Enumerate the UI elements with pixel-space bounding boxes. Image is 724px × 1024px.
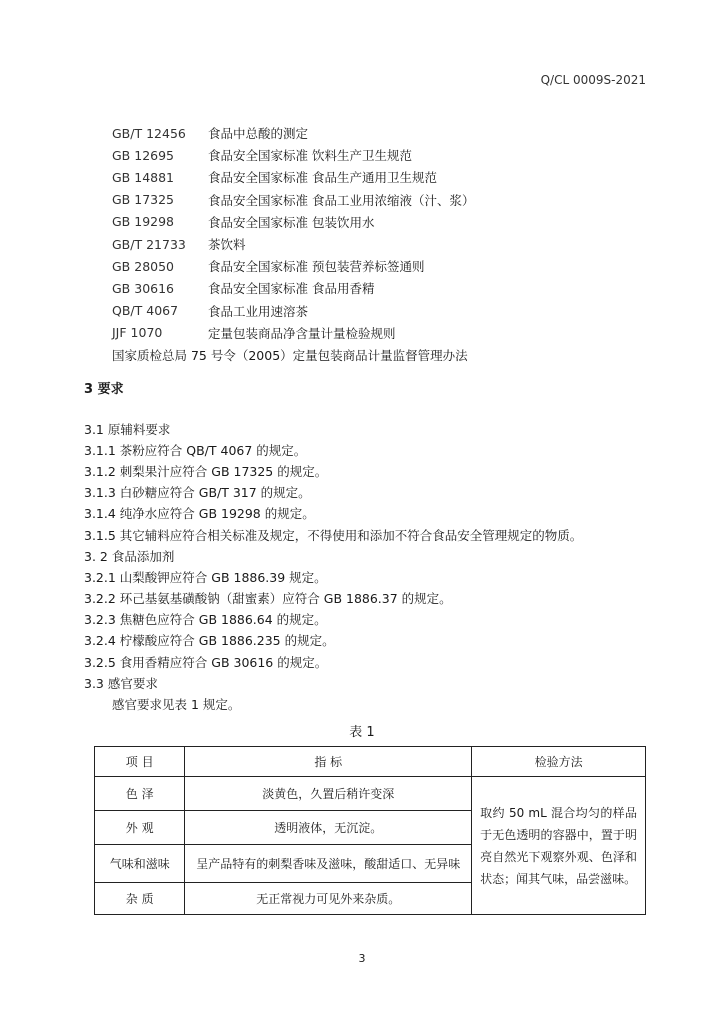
reference-list [112, 122, 474, 366]
requirement-line: 3.3 感官要求 [84, 675, 158, 691]
reference-title: 食品工业用速溶茶 [208, 303, 309, 319]
requirements-list [84, 418, 582, 715]
table-row [95, 777, 646, 811]
table-caption: 表 1 [349, 725, 375, 740]
reference-title: 食品中总酸的测定 [208, 126, 309, 142]
row-spec: 透明液体，无沉淀。 [185, 811, 472, 845]
reference-item [112, 211, 474, 233]
reference-code: GB 30616 [112, 280, 174, 296]
reference-item [112, 189, 474, 211]
requirement-line: 3.2.3 焦糖色应符合 GB 1886.64 的规定。 [84, 612, 327, 628]
reference-code: JJF 1070 [112, 325, 163, 341]
row-spec: 淡黄色，久置后稍许变深 [185, 777, 472, 811]
reference-item [112, 166, 474, 188]
reference-title: 食品安全国家标准 饮料生产卫生规范 [208, 148, 412, 164]
sensory-requirements-table [94, 746, 646, 915]
row-item: 杂 质 [95, 883, 185, 915]
row-spec: 无正常视力可见外来杂质。 [185, 883, 472, 915]
row-item: 外 观 [95, 811, 185, 845]
reference-note: 国家质检总局 75 号令（2005）定量包装商品计量监督管理办法 [112, 347, 468, 363]
reference-code: QB/T 4067 [112, 303, 179, 319]
reference-title: 食品安全国家标准 食品用香精 [208, 281, 375, 297]
requirement-line: 3.2.2 环己基氨基磺酸钠（甜蜜素）应符合 GB 1886.37 的规定。 [84, 591, 452, 607]
reference-item [112, 277, 474, 299]
reference-title: 食品安全国家标准 食品工业用浓缩液（汁、浆） [208, 192, 475, 208]
requirement-line: 3.2.1 山梨酸钾应符合 GB 1886.39 规定。 [84, 569, 327, 585]
requirement-line: 3.1.1 茶粉应符合 QB/T 4067 的规定。 [84, 442, 307, 458]
reference-title: 食品安全国家标准 包装饮用水 [208, 214, 375, 230]
reference-item [112, 233, 474, 255]
reference-code: GB 12695 [112, 147, 174, 163]
requirement-line: 3.2.4 柠檬酸应符合 GB 1886.235 的规定。 [84, 633, 335, 649]
reference-code: GB 19298 [112, 214, 174, 230]
requirement-line: 3.2.5 食用香精应符合 GB 30616 的规定。 [84, 654, 328, 670]
reference-item [112, 144, 474, 166]
requirement-line: 3.1 原辅料要求 [84, 421, 171, 437]
row-spec: 呈产品特有的刺梨香味及滋味，酸甜适口、无异味 [185, 845, 472, 883]
inspection-method: 取约 50 mL 混合均匀的样品于无色透明的容器中，置于明亮自然光下观察外观、色泽和状态；闻其气味，品尝滋味。 [472, 777, 646, 915]
reference-title: 茶饮料 [208, 237, 246, 253]
header-item: 项 目 [95, 747, 185, 777]
reference-code: GB/T 12456 [112, 125, 186, 141]
reference-item [112, 300, 474, 322]
requirement-line: 3. 2 食品添加剂 [84, 548, 175, 564]
reference-code: GB 14881 [112, 169, 174, 185]
reference-code: GB 17325 [112, 192, 174, 208]
reference-title: 定量包装商品净含量计量检验规则 [208, 325, 396, 341]
requirement-line: 3.1.2 刺梨果汁应符合 GB 17325 的规定。 [84, 463, 328, 479]
reference-code: GB/T 21733 [112, 236, 186, 252]
header-spec: 指 标 [185, 747, 472, 777]
requirement-note: 感官要求见表 1 规定。 [112, 697, 241, 713]
reference-title: 食品安全国家标准 预包装营养标签通则 [208, 259, 425, 275]
document-code: Q/CL 0009S-2021 [540, 73, 646, 87]
row-item: 气味和滋味 [95, 845, 185, 883]
page-number: 3 [358, 952, 366, 965]
row-item: 色 泽 [95, 777, 185, 811]
section-title: 3 要求 [84, 382, 124, 397]
requirement-line: 3.1.3 白砂糖应符合 GB/T 317 的规定。 [84, 485, 311, 501]
reference-code: GB 28050 [112, 258, 174, 274]
reference-title: 食品安全国家标准 食品生产通用卫生规范 [208, 170, 437, 186]
table-header-row [95, 747, 646, 777]
requirement-line: 3.1.4 纯净水应符合 GB 19298 的规定。 [84, 506, 315, 522]
reference-item [112, 322, 474, 344]
reference-item [112, 255, 474, 277]
requirement-line: 3.1.5 其它辅料应符合相关标准及规定，不得使用和添加不符合食品安全管理规定的物质。 [84, 527, 583, 543]
header-method: 检验方法 [472, 747, 646, 777]
reference-item [112, 122, 474, 144]
